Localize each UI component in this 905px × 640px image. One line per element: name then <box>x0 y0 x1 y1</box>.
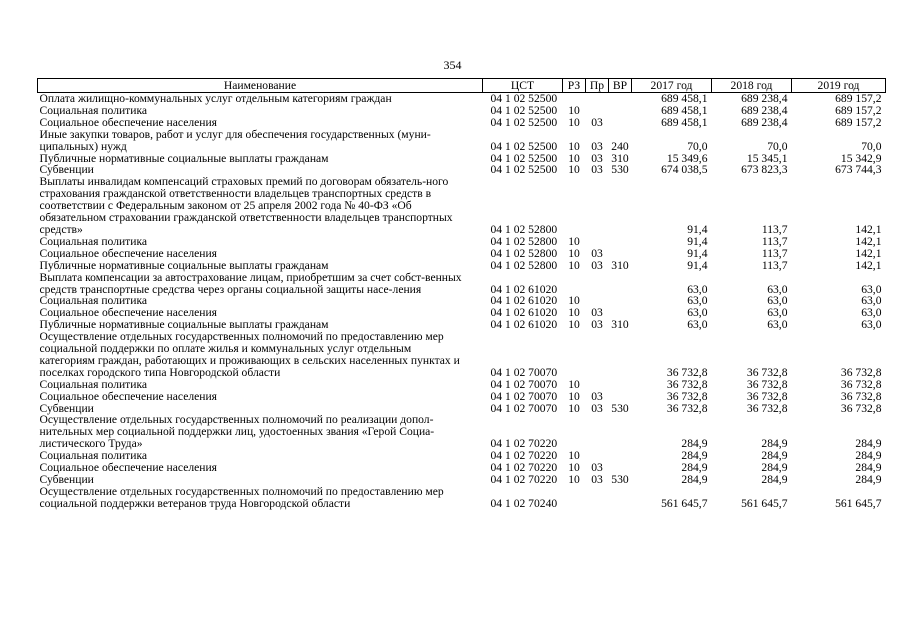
row-pr <box>586 93 609 105</box>
row-2017: 91,4 <box>687 222 708 236</box>
table-row <box>38 117 886 129</box>
row-pr <box>586 379 609 391</box>
table-row <box>38 379 886 391</box>
row-vr: 310 <box>611 151 629 165</box>
row-2017: 284,9 <box>681 473 708 486</box>
row-vr <box>609 486 632 510</box>
row-cst: 04 1 02 70240 <box>490 496 558 510</box>
row-vr <box>609 450 632 462</box>
page-number: 354 <box>443 58 462 72</box>
row-2018: 284,9 <box>761 437 788 451</box>
row-2017: 674 038,5 <box>661 163 708 177</box>
table-header <box>38 79 886 93</box>
row-2019: 36 732,8 <box>840 389 882 403</box>
row-name: Выплата компенсации за автострахование лицам, приобретшим за счет собст-венных средств транспортные средства через органы социальной защиты насе-ления <box>39 270 462 296</box>
row-2018: 284,9 <box>761 461 788 475</box>
row-2017: 561 645,7 <box>661 496 708 510</box>
row-2019: 689 157,2 <box>835 92 882 105</box>
row-pr: 03 <box>591 318 603 332</box>
row-2019: 142,1 <box>855 258 882 272</box>
row-rz: 10 <box>568 389 580 403</box>
row-name: Социальное обеспечение населения <box>39 115 218 129</box>
row-2018: 63,0 <box>767 282 788 296</box>
row-cst: 04 1 02 52500 <box>490 151 558 165</box>
header-rz: РЗ <box>563 79 586 93</box>
row-rz: 10 <box>568 377 580 391</box>
row-2019: 15 342,9 <box>840 151 882 165</box>
row-2017: 91,4 <box>687 234 708 248</box>
row-2017: 36 732,8 <box>666 389 708 403</box>
row-rz <box>563 331 586 379</box>
row-pr: 03 <box>591 401 603 415</box>
row-name: Осуществление отдельных государственных полномочий по предоставлению мер социальной поддержки по оплате жилья и коммунальных услуг отдельным категориям граждан, работающих и проживающих в сельских населенных пунктах и поселках городского типа Новгородской области <box>39 330 460 379</box>
row-rz <box>563 486 586 510</box>
row-rz: 10 <box>568 139 580 153</box>
row-2018: 36 732,8 <box>746 377 788 391</box>
row-rz: 10 <box>568 449 580 463</box>
row-pr <box>586 414 609 450</box>
row-vr: 310 <box>611 318 629 332</box>
row-vr <box>609 391 632 403</box>
row-pr <box>586 486 609 510</box>
row-name: Социальное обеспечение населения <box>39 246 218 260</box>
row-vr: 530 <box>611 473 629 486</box>
row-2019: 284,9 <box>855 473 882 486</box>
header-vr: ВР <box>609 79 632 93</box>
row-2018: 113,7 <box>761 234 788 248</box>
row-pr: 03 <box>591 151 603 165</box>
row-cst: 04 1 02 61020 <box>490 282 558 296</box>
row-name: Субвенции <box>39 163 94 177</box>
row-2017: 689 458,1 <box>661 103 708 117</box>
row-cst: 04 1 02 70070 <box>490 377 558 391</box>
row-2019: 689 157,2 <box>835 115 882 129</box>
row-2017: 689 458,1 <box>661 115 708 129</box>
row-cst: 04 1 02 70220 <box>490 449 558 463</box>
row-rz <box>563 176 586 236</box>
table-row <box>38 391 886 403</box>
row-2017: 91,4 <box>687 258 708 272</box>
row-cst: 04 1 02 61020 <box>490 306 558 320</box>
table-row <box>38 331 886 379</box>
row-rz: 10 <box>568 151 580 165</box>
row-2019: 63,0 <box>861 294 882 308</box>
row-2018: 284,9 <box>761 473 788 486</box>
row-rz: 10 <box>568 294 580 308</box>
row-name: Социальная политика <box>39 234 148 248</box>
table-row <box>38 260 886 272</box>
row-rz: 10 <box>568 115 580 129</box>
row-2017: 63,0 <box>687 318 708 332</box>
header-2017: 2017 год <box>632 79 712 93</box>
row-2018: 673 823,3 <box>741 163 788 177</box>
row-2019: 63,0 <box>861 318 882 332</box>
header-cst: ЦСТ <box>483 79 563 93</box>
row-pr: 03 <box>591 163 603 177</box>
row-vr: 530 <box>611 163 629 177</box>
row-name: Выплаты инвалидам компенсаций страховых премий по договорам обязатель-ного страхования гражданской ответственности владельцев транспортных средств в соответствии с Федеральным законом от 25 апреля 2002 года № 40-ФЗ «Об обязательном страховании гражданской ответственности владельцев транспортных средств» <box>39 175 453 236</box>
row-pr: 03 <box>591 461 603 475</box>
row-2018: 70,0 <box>767 139 788 153</box>
row-vr <box>609 176 632 236</box>
row-2019: 36 732,8 <box>840 401 882 415</box>
row-cst: 04 1 02 52500 <box>490 92 558 105</box>
row-name: Субвенции <box>39 473 94 486</box>
row-rz <box>563 414 586 450</box>
row-rz: 10 <box>568 401 580 415</box>
header-pr: Пр <box>586 79 609 93</box>
row-vr <box>609 295 632 307</box>
row-name: Субвенции <box>39 401 94 415</box>
row-name: Социальная политика <box>39 449 148 463</box>
row-2018: 113,7 <box>761 222 788 236</box>
row-pr: 03 <box>591 139 603 153</box>
table-row <box>38 272 886 296</box>
row-cst: 04 1 02 52800 <box>490 222 558 236</box>
row-2019: 63,0 <box>861 306 882 320</box>
row-vr <box>609 379 632 391</box>
row-rz: 10 <box>568 246 580 260</box>
header-2018: 2018 год <box>712 79 792 93</box>
row-rz: 10 <box>568 258 580 272</box>
row-2019: 689 157,2 <box>835 103 882 117</box>
row-2019: 142,1 <box>855 246 882 260</box>
row-vr: 530 <box>611 401 629 415</box>
row-pr <box>586 236 609 248</box>
row-2018: 63,0 <box>767 318 788 332</box>
row-name: Публичные нормативные социальные выплаты гражданам <box>39 151 329 165</box>
row-2018: 113,7 <box>761 258 788 272</box>
row-2017: 91,4 <box>687 246 708 260</box>
row-cst: 04 1 02 70070 <box>490 389 558 403</box>
row-2019: 142,1 <box>855 222 882 236</box>
row-cst: 04 1 02 52500 <box>490 103 558 117</box>
row-2017: 70,0 <box>687 139 708 153</box>
row-vr <box>609 272 632 296</box>
row-2017: 36 732,8 <box>666 401 708 415</box>
row-name: Социальная политика <box>39 103 148 117</box>
row-2018: 36 732,8 <box>746 401 788 415</box>
row-cst: 04 1 02 52500 <box>490 139 558 153</box>
row-2017: 63,0 <box>687 294 708 308</box>
row-vr <box>609 236 632 248</box>
row-vr <box>609 414 632 450</box>
row-pr <box>586 176 609 236</box>
row-name: Социальная политика <box>39 294 148 308</box>
row-2019: 70,0 <box>861 139 882 153</box>
row-cst: 04 1 02 70220 <box>490 473 558 486</box>
row-name: Публичные нормативные социальные выплаты гражданам <box>39 258 329 272</box>
row-2017: 63,0 <box>687 306 708 320</box>
row-pr: 03 <box>591 258 603 272</box>
row-2018: 63,0 <box>767 306 788 320</box>
row-pr: 03 <box>591 389 603 403</box>
row-cst: 04 1 02 61020 <box>490 318 558 332</box>
row-name: Публичные нормативные социальные выплаты гражданам <box>39 318 329 332</box>
row-2019: 63,0 <box>861 282 882 296</box>
row-pr: 03 <box>591 246 603 260</box>
row-name: Социальное обеспечение населения <box>39 306 218 320</box>
row-name: Иные закупки товаров, работ и услуг для обеспечения государственных (муни-ципальных) нужд <box>39 127 431 153</box>
row-rz: 10 <box>568 306 580 320</box>
row-2018: 15 345,1 <box>746 151 788 165</box>
row-2019: 284,9 <box>855 461 882 475</box>
row-pr: 03 <box>591 115 603 129</box>
row-2019: 673 744,3 <box>835 163 882 177</box>
row-cst: 04 1 02 52800 <box>490 258 558 272</box>
row-2017: 36 732,8 <box>666 365 708 379</box>
row-2018: 36 732,8 <box>746 365 788 379</box>
budget-table <box>37 78 886 510</box>
row-vr <box>609 331 632 379</box>
row-name: Социальное обеспечение населения <box>39 389 218 403</box>
row-2018: 284,9 <box>761 449 788 463</box>
row-2019: 36 732,8 <box>840 365 882 379</box>
table-body <box>38 93 886 510</box>
row-vr <box>609 105 632 117</box>
row-2017: 15 349,6 <box>666 151 708 165</box>
table-row <box>38 236 886 248</box>
row-vr: 240 <box>611 139 629 153</box>
row-2018: 561 645,7 <box>741 496 788 510</box>
row-rz: 10 <box>568 473 580 486</box>
row-2019: 142,1 <box>855 234 882 248</box>
row-rz: 10 <box>568 234 580 248</box>
row-cst: 04 1 02 52800 <box>490 246 558 260</box>
row-2018: 689 238,4 <box>741 103 788 117</box>
row-pr <box>586 331 609 379</box>
row-cst: 04 1 02 70070 <box>490 365 558 379</box>
row-rz: 10 <box>568 103 580 117</box>
row-2017: 689 458,1 <box>661 92 708 105</box>
row-rz: 10 <box>568 318 580 332</box>
row-name: Осуществление отдельных государственных полномочий по реализации допол-нительных мер социальной поддержки лиц, удостоенных звания «Герой Социа-листического Труда» <box>39 413 435 451</box>
row-cst: 04 1 02 70070 <box>490 401 558 415</box>
row-name: Осуществление отдельных государственных полномочий по предоставлению мер социальной поддержки ветеранов труда Новгородской области <box>39 484 444 510</box>
row-vr <box>609 93 632 105</box>
row-2018: 113,7 <box>761 246 788 260</box>
row-2017: 63,0 <box>687 282 708 296</box>
row-2019: 284,9 <box>855 437 882 451</box>
row-2018: 689 238,4 <box>741 92 788 105</box>
row-2019: 561 645,7 <box>835 496 882 510</box>
row-cst: 04 1 02 52500 <box>490 115 558 129</box>
header-2019: 2019 год <box>792 79 886 93</box>
row-name: Социальное обеспечение населения <box>39 461 218 475</box>
header-row <box>38 79 886 93</box>
row-2019: 284,9 <box>855 449 882 463</box>
row-pr: 03 <box>591 306 603 320</box>
table-row <box>38 248 886 260</box>
table-row <box>38 414 886 450</box>
table-row <box>38 176 886 236</box>
row-cst: 04 1 02 70220 <box>490 461 558 475</box>
row-rz: 10 <box>568 461 580 475</box>
row-pr: 03 <box>591 473 603 486</box>
row-2018: 63,0 <box>767 294 788 308</box>
row-cst: 04 1 02 52800 <box>490 234 558 248</box>
table-row <box>38 462 886 474</box>
row-cst: 04 1 02 70220 <box>490 437 558 451</box>
row-rz <box>563 272 586 296</box>
row-cst: 04 1 02 52500 <box>490 163 558 177</box>
row-2019: 36 732,8 <box>840 377 882 391</box>
row-vr <box>609 248 632 260</box>
row-vr <box>609 117 632 129</box>
row-rz: 10 <box>568 163 580 177</box>
table-row <box>38 129 886 153</box>
row-name: Социальная политика <box>39 377 148 391</box>
row-2017: 284,9 <box>681 461 708 475</box>
table-row <box>38 486 886 510</box>
row-pr <box>586 272 609 296</box>
row-name: Оплата жилищно-коммунальных услуг отдельным категориям граждан <box>39 92 392 105</box>
row-vr: 310 <box>611 258 629 272</box>
row-cst: 04 1 02 61020 <box>490 294 558 308</box>
header-name: Наименование <box>38 79 483 93</box>
row-2018: 36 732,8 <box>746 389 788 403</box>
row-2017: 284,9 <box>681 437 708 451</box>
row-2017: 36 732,8 <box>666 377 708 391</box>
row-2018: 689 238,4 <box>741 115 788 129</box>
row-2017: 284,9 <box>681 449 708 463</box>
